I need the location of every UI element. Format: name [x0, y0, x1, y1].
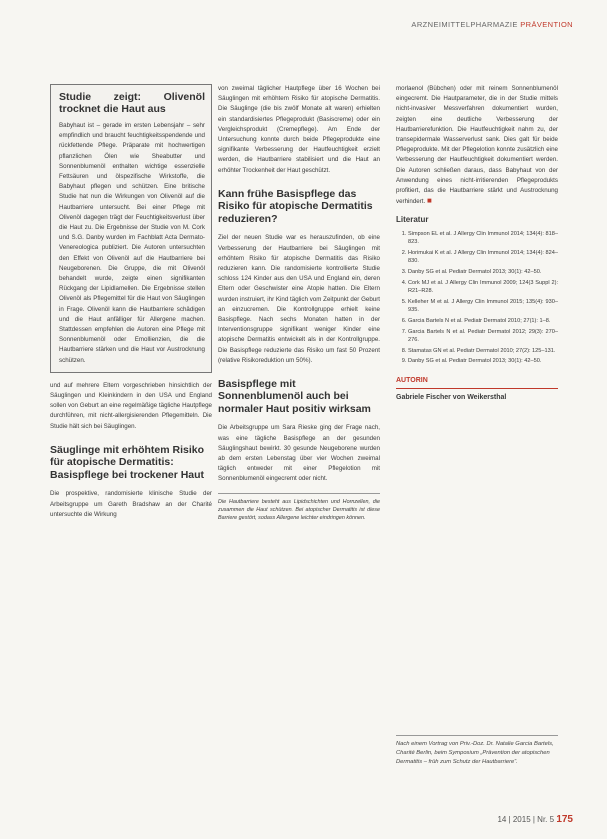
- page-footer: [497, 814, 573, 825]
- literature-item: 4. Cork MJ et al. J Allergy Clin Immunol 2009; 124(3 Suppl 2): R21–R28.: [408, 279, 558, 296]
- literature-item: 6. Garcia Bartels N et al. Pediatr Dermatol 2010; 27(1): 1–8.: [408, 317, 558, 326]
- end-mark-icon: ■: [426, 196, 432, 206]
- literature-item: 7. Garcia Bartels N et al. Pediatr Dermatol 2012; 29(3): 270–276.: [408, 328, 558, 345]
- box-title: Studie zeigt: Olivenöl trocknet die Haut aus: [59, 91, 205, 115]
- col1-paragraph-2: Die prospektive, randomisierte klinische Studie der Arbeitsgruppe um Gareth Bradshaw an der Charité untersuchte die Wirkung: [50, 490, 212, 518]
- literature-title: Literatur: [396, 215, 429, 225]
- author-label: AUTORIN: [396, 376, 558, 389]
- author-name: Gabriele Fischer von Weikersthal: [396, 394, 507, 402]
- literature-item: 9. Danby SG et al. Pediatr Dermatol 2013; 30(1): 42–50.: [408, 357, 558, 366]
- page-number: 175: [556, 814, 573, 825]
- literature-item: 2. Horimukai K et al. J Allergy Clin Immunol 2014; 134(4): 824–830.: [408, 249, 558, 266]
- column-1: [50, 84, 212, 528]
- literature-item: 8. Stamatas GN et al. Pediatr Dermatol 2010; 27(2): 125–131.: [408, 347, 558, 356]
- col3-paragraph-text: morlaenol (Bübchen) oder mit reinem Sonnenblumenöl eingecremt. Die Hautparameter, die in der Studie mittels nicht-invasiver Messverfahren dokumentiert wurden, zeigten eine deutliche Verbesserung der Hautbarrierefunktion. Die Hautfeuchtigkeit nahm zu, der transepidermale Wasserverlust sank. Dies galt für beide Pflegeprodukte. Mit der Pflegelotion konnte zusätzlich eine Verbesserung der Hautfeuchtigkeit dokumentiert werden. Die Autoren schließen daraus, dass Babyhaut von der Anwendung eines nicht-irritierenden Pflegeprodukts profitiert, das die Hautbarriere stärkt und Austrocknung verhindert.: [396, 85, 558, 206]
- column-3: [396, 84, 558, 403]
- issue-info: 14 | 2015 | Nr. 5: [497, 815, 555, 824]
- running-title: ARZNEIMITTELPHARMAZIE: [411, 20, 518, 29]
- literature-list: [396, 230, 558, 366]
- literature-item: 5. Kelleher M et al. J Allergy Clin Immunol 2015; 135(4): 930–935.: [408, 298, 558, 315]
- running-header: [411, 20, 573, 29]
- author-note: Nach einem Vortrag von Priv.-Doz. Dr. Natalie Garcia Bartels, Charité Berlin, beim Symposium „Prävention der atopischen Dermatitis – früh zum Schutz der Hautbarriere“.: [396, 735, 558, 766]
- box-text: Babyhaut ist – gerade im ersten Lebensjahr – sehr empfindlich und braucht feuchtigkeitsspendende und rückfettende Pflege. Präparate mit hochwertigen pflanzlichen Ölen wie Sheabutter und Sonnenblumenöl enthalten wichtige essenzielle Fettsäuren und ölspezifische Wirkstoffe, die Babyhaut pflegen und schützen. Eine britische Studie hat nun die Wirkungen von Olivenöl auf die Hautbarriere untersucht. Bei einer Pflege mit Olivenöl dagegen trägt der Feuchtigkeitsverlust über die Haut zu. Die Ergebnisse der Studie von M. Cork und S.G. Danby wurden im Fachblatt Acta Dermato-Venereologica publiziert. Die Autoren untersuchten den Effekt von Olivenöl auf die Hautbarriere bei Neugeborenen. Die Gruppe, die mit Olivenöl behandelt wurde, zeigte einen signifikanten Rückgang der Lipidlamellen. Die Ergebnisse stellen Olivenöl als Pflegemittel für die Haut von Säuglingen in Frage. Olivenöl kann die Hautbarriere schädigen und die Haut anfälliger für Allergene machen. Stattdessen empfehlen die Autoren eine Pflege mit Sonnenblumenöl oder Emollienzien, die die Hautbarriere stärken und die Haut vor Austrocknung schützen.: [59, 122, 205, 364]
- literature-item: 1. Simpson EL et al. J Allergy Clin Immunol 2014; 134(4): 818–823.: [408, 230, 558, 247]
- literature-item: 3. Danby SG et al. Pediatr Dermatol 2013; 30(1): 42–50.: [408, 268, 558, 277]
- heading-saeuglinge: Säuglinge mit erhöhtem Risiko für atopische Dermatitis: Basispflege bei trockener Haut: [50, 443, 205, 481]
- section-label: PRÄVENTION: [520, 20, 573, 29]
- col3-paragraph-1: [396, 84, 558, 207]
- info-box: [50, 84, 212, 373]
- col2-paragraph-2: Ziel der neuen Studie war es herauszufinden, ob eine Verbesserung der Hautbarriere bei Säuglingen mit erhöhtem Risiko für atopische Dermatitis das Risiko reduzieren kann. Die randomisierte kontrollierte Studie schloss 124 Kinder aus den USA und England ein, deren Eltern oder Geschwister eine Atopie hatten. Die Eltern wurden instruiert, ihr Kind täglich vom Zeitpunkt der Geburt an einzucremen. Die Kontrollgruppe erhielt keine Basispflege. Nach sechs Monaten hatten in der Interventionsgruppe signifikant weniger Kinder eine atopische Dermatitis entwickelt als in der Kontrollgruppe. Die Basispflege reduzierte das Risiko um fast 50 Prozent (relative Risikoreduktion um 50%).: [218, 234, 380, 364]
- heading-sonnenblumenoel: Basispflege mit Sonnenblumenöl auch bei normaler Haut positiv wirksam: [218, 377, 371, 415]
- col1-paragraph: und auf mehrere Eltern vorgeschrieben hinsichtlich der Säuglingen und Kleinkindern in den USA und England sollen von Geburt an eine regelmäßige tägliche Hautpflege durchführen, mit nicht-allergisierenden Pflegemitteln. Die Studie hält sich bei Säuglingen.: [50, 381, 212, 430]
- column-2: [218, 84, 380, 522]
- col2-paragraph-3: Die Arbeitsgruppe um Sara Rieske ging der Frage nach, was eine tägliche Basispflege an der gesunden Säuglingshaut bewirkt. 30 gesunde Neugeborene wurden ab dem ersten Lebenstag über vier Wochen zweimal täglich entweder mit einer Pflegelotion mit Sonnenblumenöl eingecremt oder nicht.: [218, 424, 380, 483]
- col2-paragraph-1: von zweimal täglicher Hautpflege über 16 Wochen bei Säuglingen mit erhöhtem Risiko für atopische Dermatitis. Die Säuglinge (die bis zwölf Monate alt waren) erhielten ein standardisiertes Pflegeprodukt (Basiscreme) oder ein Vergleichsprodukt (Cremepflege). Am Ende der Untersuchung konnte durch beide Pflegeprodukte eine signifikante Verbesserung der Hautfeuchtigkeit erzielt werden, die Hautbarriere stabilisiert und die Haut an erhöhter Trockenheit der Haut geschützt.: [218, 85, 380, 174]
- heading-fruehe-basispflege: Kann frühe Basispflege das Risiko für atopische Dermatitis reduzieren?: [218, 187, 373, 225]
- footnote: Die Hautbarriere besteht aus Lipidschichten und Hornzellen, die zusammen die Haut schützen. Bei atopischer Dermatitis ist diese Barriere gestört, sodass Allergene leichter eindringen können.: [218, 493, 380, 522]
